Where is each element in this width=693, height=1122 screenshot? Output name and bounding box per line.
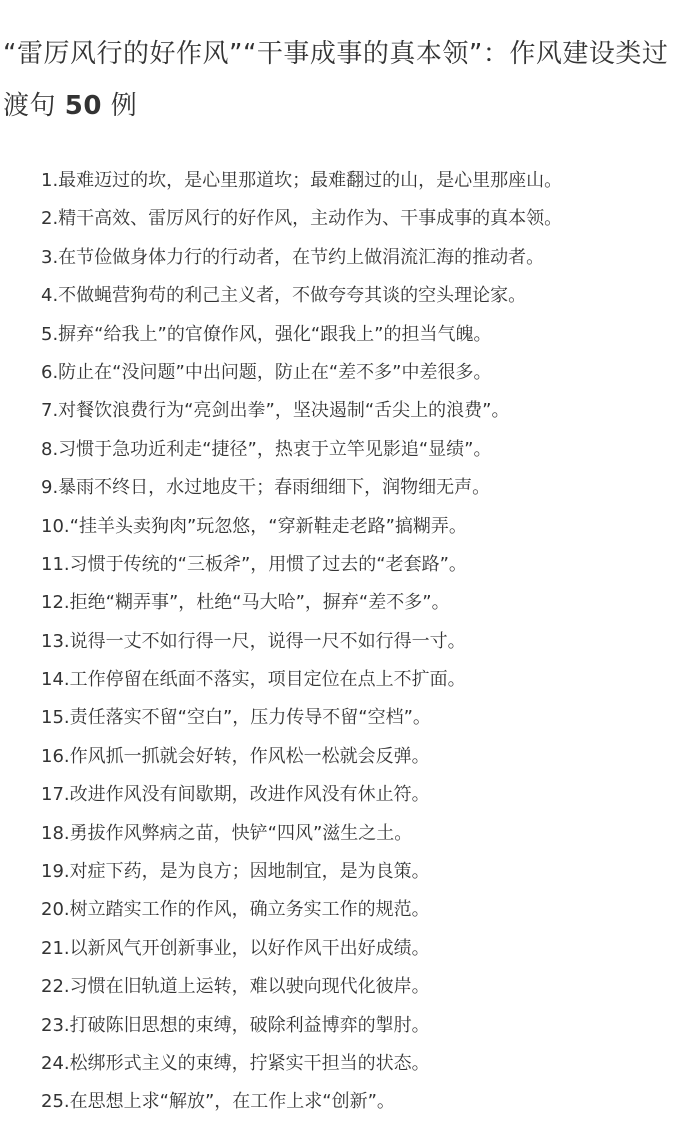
list-item: 3.在节俭做身体力行的行动者，在节约上做涓流汇海的推动者。 xyxy=(41,246,545,268)
sentence-list xyxy=(41,162,681,1122)
article-title-number: 50 xyxy=(64,91,102,121)
list-item: 2.精干高效、雷厉风行的好作风，主动作为、干事成事的真本领。 xyxy=(41,208,563,230)
list-item: 24.松绑形式主义的束缚，拧紧实干担当的状态。 xyxy=(41,1052,430,1074)
list-item: 10.“挂羊头卖狗肉”玩忽悠，“穿新鞋走老路”搞糊弄。 xyxy=(41,515,467,537)
list-item: 5.摒弃“给我上”的官僚作风，强化“跟我上”的担当气魄。 xyxy=(41,323,492,345)
list-item: 8.习惯于急功近利走“捷径”，热衷于立竿见影追“显绩”。 xyxy=(41,438,492,460)
list-item: 14.工作停留在纸面不落实，项目定位在点上不扩面。 xyxy=(41,669,466,691)
list-item: 16.作风抓一抓就会好转，作风松一松就会反弹。 xyxy=(41,745,430,767)
article-title-suffix: 例 xyxy=(101,91,138,121)
list-item: 15.责任落实不留“空白”，压力传导不留“空档”。 xyxy=(41,707,431,729)
list-item: 25.在思想上求“解放”，在工作上求“创新”。 xyxy=(41,1091,395,1113)
list-item: 13.说得一丈不如行得一尺，说得一尺不如行得一寸。 xyxy=(41,630,466,652)
list-item: 21.以新风气开创新事业，以好作风干出好成绩。 xyxy=(41,937,430,959)
list-item: 9.暴雨不终日，水过地皮干；春雨细细下，润物细无声。 xyxy=(41,477,491,499)
list-item: 7.对餐饮浪费行为“亮剑出拳”，坚决遏制“舌尖上的浪费”。 xyxy=(41,400,510,422)
list-item: 11.习惯于传统的“三板斧”，用惯了过去的“老套路”。 xyxy=(41,553,467,575)
list-item: 4.不做蝇营狗苟的利己主义者，不做夸夸其谈的空头理论家。 xyxy=(41,285,527,307)
list-item: 19.对症下药，是为良方；因地制宜，是为良策。 xyxy=(41,861,430,883)
list-item: 23.打破陈旧思想的束缚，破除利益博弈的掣肘。 xyxy=(41,1014,430,1036)
list-item: 6.防止在“没问题”中出问题，防止在“差不多”中差很多。 xyxy=(41,361,492,383)
article-title xyxy=(3,28,689,132)
list-item: 12.拒绝“糊弄事”，杜绝“马大哈”，摒弃“差不多”。 xyxy=(41,592,450,614)
list-item: 18.勇拔作风弊病之苗，快铲“四风”滋生之土。 xyxy=(41,822,413,844)
list-item: 17.改进作风没有间歇期，改进作风没有休止符。 xyxy=(41,784,430,806)
list-item: 20.树立踏实工作的作风，确立务实工作的规范。 xyxy=(41,899,430,921)
article-title-text: “雷厉风行的好作风”“干事成事的真本领”：作风建设类过渡句 xyxy=(3,39,669,121)
list-item: 22.习惯在旧轨道上运转，难以驶向现代化彼岸。 xyxy=(41,976,430,998)
list-item: 1.最难迈过的坎，是心里那道坎；最难翻过的山，是心里那座山。 xyxy=(41,170,563,191)
